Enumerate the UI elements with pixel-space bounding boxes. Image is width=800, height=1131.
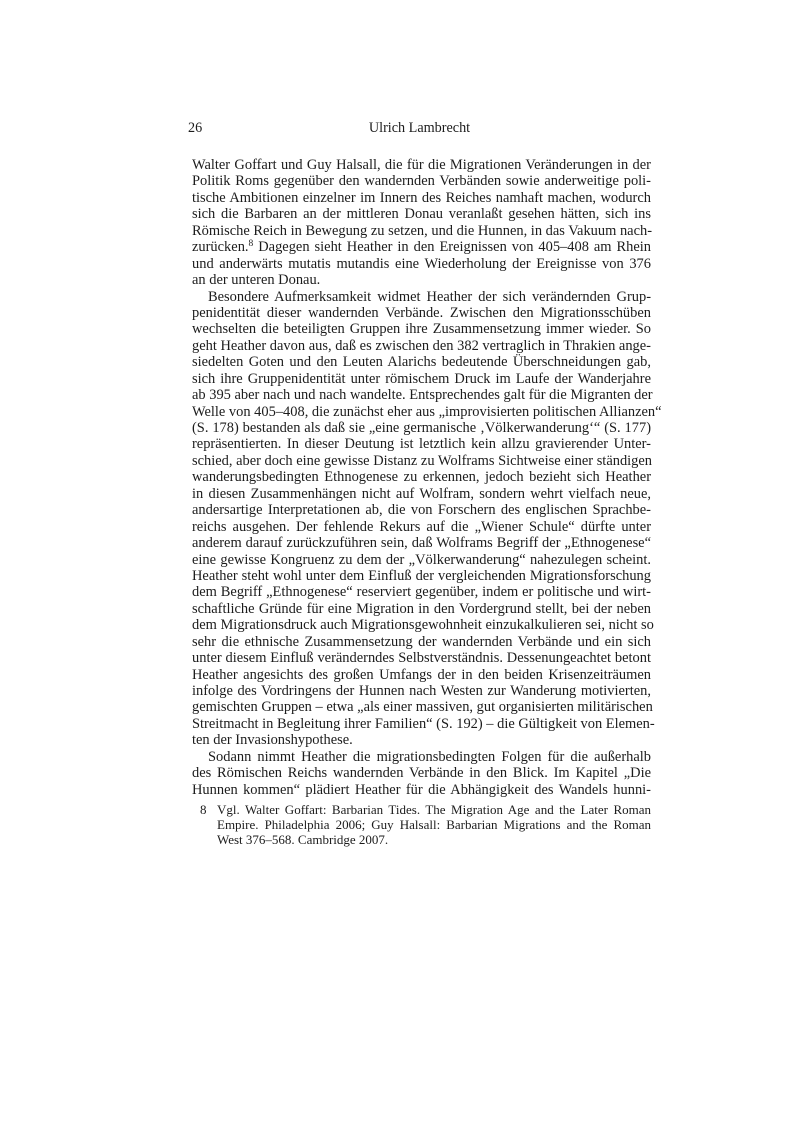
- paragraph: [192, 749, 651, 798]
- page-number: 26: [188, 120, 203, 136]
- text-line: schied, aber doch eine gewisse Distanz zu Wolframs Sichtweise einer ständigen: [192, 452, 653, 469]
- text-line: dem Begriff „Ethnogenese“ reserviert gegenüber, indem er politische und wirt-: [192, 584, 651, 601]
- text-line: ab 395 aber nach und nach wandelte. Entsprechendes galt für die Migranten der: [192, 387, 653, 404]
- footnote-line: Empire. Philadelphia 2006; Guy Halsall: Barbarian Migrations and the Roman: [217, 817, 651, 833]
- text-line: andersartige Interpretationen ab, die von Forschern des englischen Sprachbe-: [192, 502, 651, 519]
- paragraph: [192, 157, 651, 289]
- text-fragment: Dagegen sieht Heather in den Ereignissen von 405–408 am Rhein: [253, 239, 651, 256]
- text-line: (S. 178) bestanden als daß sie „eine germanische ‚Völkerwanderung‘“ (S. 177): [192, 420, 651, 436]
- footnote-reference[interactable]: 8: [248, 239, 254, 250]
- text-line: des Römischen Reichs wandernden Verbände in den Blick. Im Kapitel „Die: [192, 765, 651, 782]
- text-line: Welle von 405–408, die zunächst eher aus „improvisierten politischen Allianzen“: [192, 403, 662, 420]
- text-line: anderem darauf zurückzuführen sein, daß Wolframs Begriff der „Ethnogenese“: [192, 535, 651, 552]
- text-line: eine gewisse Kongruenz zu dem der „Völkerwanderung“ nahezulegen scheint.: [192, 551, 651, 568]
- text-line: Hunnen kommen“ plädiert Heather für die Abhängigkeit des Wandels hunni-: [192, 781, 651, 798]
- text-line: Walter Goffart und Guy Halsall, die für die Migrationen Veränderungen in der: [192, 157, 651, 173]
- text-line: geht Heather davon aus, daß es zwischen den 382 vertraglich in Thrakien ange-: [192, 337, 651, 354]
- text-line: Heather steht wohl unter dem Einfluß der vergleichenden Migrationsforschung: [192, 567, 651, 584]
- text-line: infolge des Vordringens der Hunnen nach Westen zur Wanderung motivierten,: [192, 683, 651, 699]
- text-line: siedelten Goten und den Leuten Alarichs bedeutende Überschneidungen gab,: [192, 354, 651, 371]
- text-line: Streitmacht in Begleitung ihrer Familien“ (S. 192) – die Gültigkeit von Elemen-: [192, 715, 655, 732]
- text-line: repräsentierten. In dieser Deutung ist letztlich kein allzu gravierender Unter-: [192, 436, 651, 453]
- text-line: und anderwärts mutatis mutandis eine Wiederholung der Ereignisse von 376: [192, 255, 651, 272]
- text-line: penidentität dieser wandernden Verbände. Zwischen den Migrationsschüben: [192, 304, 651, 321]
- running-head: Ulrich Lambrecht: [368, 120, 471, 136]
- text-line: sehr die ethnische Zusammensetzung der wandernden Verbände und ein sich: [192, 633, 651, 650]
- text-line: wanderungsbedingten Ethnogenese zu erkennen, jedoch bezieht sich Heather: [192, 469, 651, 486]
- page-header: [188, 119, 651, 137]
- footnote-line: Vgl. Walter Goffart: Barbarian Tides. The Migration Age and the Later Roman: [217, 802, 651, 817]
- text-fragment: zurücken.: [192, 239, 249, 256]
- text-line: tische Ambitionen einzelner im Innern des Reiches namhaft machen, wodurch: [192, 189, 651, 206]
- text-line: Heather angesichts des großen Umfangs der in den beiden Krisenzeiträumen: [192, 666, 651, 683]
- text-line: an der unteren Donau.: [192, 272, 321, 289]
- text-line: ten der Invasionshypothese.: [192, 732, 353, 749]
- text-line: wechselten die beteiligten Gruppen ihre Zusammensetzung immer wieder. So: [192, 321, 651, 338]
- text-line: dem Migrationsdruck auch Migrationsgewohnheit einzukalkulieren sei, nicht so: [192, 617, 654, 634]
- text-line: gemischten Gruppen – etwa „als einer massiven, gut organisierten militärischen: [192, 699, 653, 716]
- text-line: sich ihre Gruppenidentität unter römischem Druck im Laufe der Wanderjahre: [192, 370, 651, 387]
- text-line: schaftliche Gründe für eine Migration in den Vordergrund stellt, bei der neben: [192, 600, 651, 617]
- text-line: Römische Reich in Bewegung zu setzen, und die Hunnen, in das Vakuum nach-: [192, 222, 653, 239]
- footnotes: [200, 802, 651, 848]
- text-line: Besondere Aufmerksamkeit widmet Heather der sich verändernden Grup-: [208, 288, 651, 305]
- text-line: Politik Roms gegenüber den wandernden Verbänden sowie anderweitige poli-: [192, 173, 651, 190]
- footnote-line: West 376–568. Cambridge 2007.: [217, 832, 389, 848]
- footnote: [200, 802, 651, 848]
- text-line: reichs ausgehen. Der fehlende Rekurs auf die „Wiener Schule“ dürfte unter: [192, 518, 651, 535]
- text-line: Sodann nimmt Heather die migrationsbedingten Folgen für die außerhalb: [208, 748, 651, 765]
- footnote-number: 8: [200, 802, 207, 817]
- text-line: sich die Barbaren an der mittleren Donau veranlaßt gesehen hätten, sich ins: [192, 206, 651, 223]
- paragraph: [192, 288, 662, 749]
- text-line: unter diesem Einfluß veränderndes Selbstverständnis. Dessenungeachtet betont: [192, 650, 651, 667]
- body-text: [192, 157, 662, 798]
- text-line: in diesen Zusammenhängen nicht auf Wolfram, sondern wehrt vielfach neue,: [192, 485, 651, 502]
- text-line: [192, 239, 651, 255]
